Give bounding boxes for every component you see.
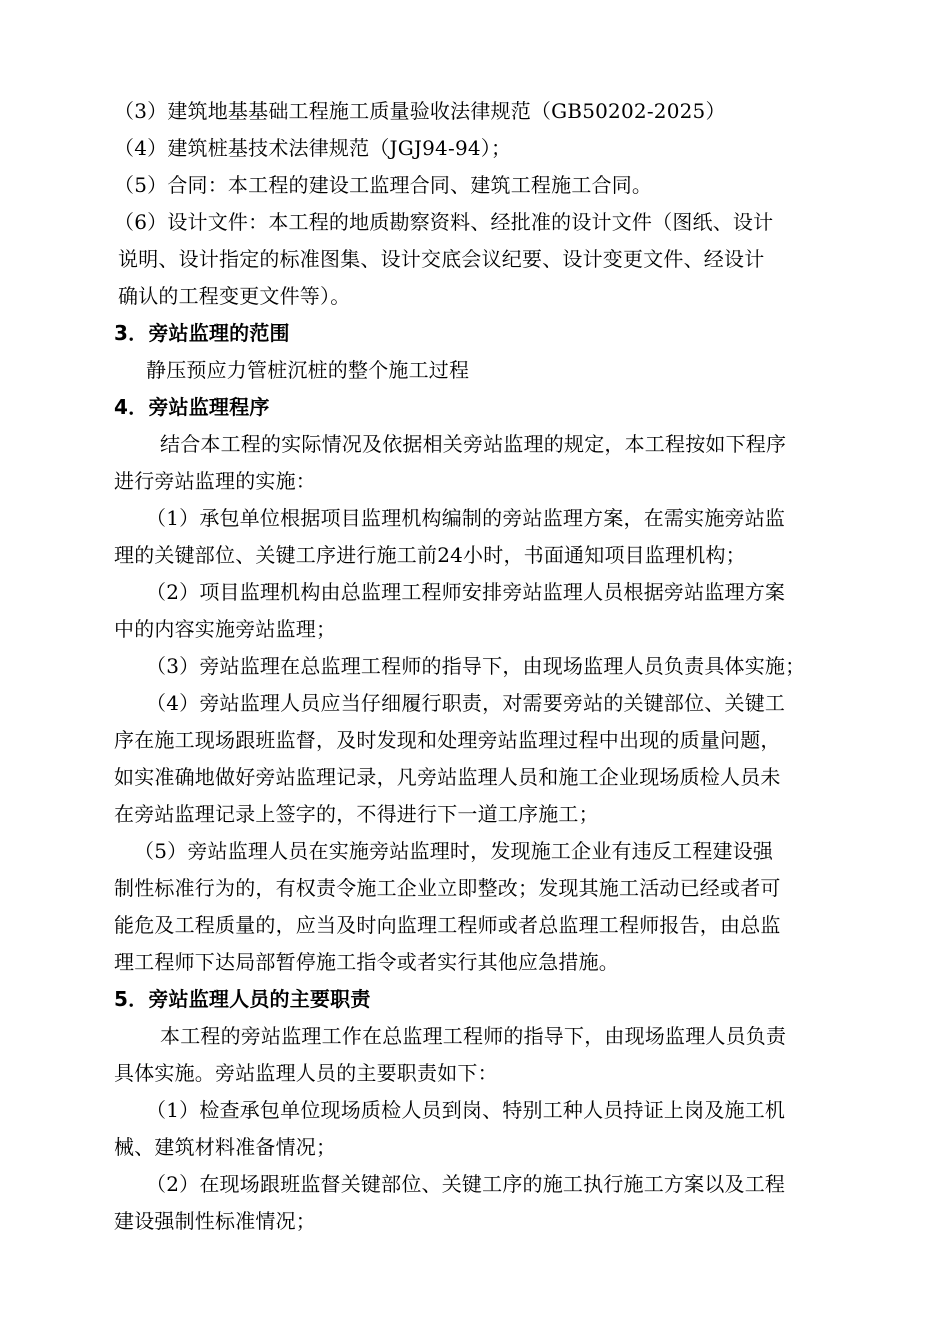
- duty-1-line-2: 械、建筑材料准备情况；: [114, 1135, 337, 1159]
- procedure-5-line-1: （5）旁站监理人员在实施旁站监理时，发现施工企业有违反工程建设强: [134, 839, 774, 863]
- procedure-1-line-2: 理的关键部位、关键工序进行施工前24小时，书面通知项目监理机构；: [114, 543, 746, 567]
- clause-6-line-1: （6）设计文件：本工程的地质勘察资料、经批准的设计文件（图纸、设计: [114, 210, 774, 234]
- duty-1-line-1: （1）检查承包单位现场质检人员到岗、特别工种人员持证上岗及施工机: [146, 1098, 786, 1122]
- clause-4-line: （4）建筑桩基技术法律规范（JGJ94-94）；: [114, 136, 512, 160]
- procedure-4-line-1: （4）旁站监理人员应当仔细履行职责，对需要旁站的关键部位、关键工: [146, 691, 786, 715]
- clause-5-line: （5）合同：本工程的建设工监理合同、建筑工程施工合同。: [114, 173, 653, 197]
- duty-2-line-2: 建设强制性标准情况；: [114, 1209, 316, 1233]
- section-4-intro-line-1: 结合本工程的实际情况及依据相关旁站监理的规定，本工程按如下程序: [160, 432, 787, 456]
- procedure-5-line-2: 制性标准行为的，有权责令施工企业立即整改；发现其施工活动已经或者可: [114, 876, 781, 900]
- procedure-5-line-4: 理工程师下达局部暂停施工指令或者实行其他应急措施。: [114, 950, 619, 974]
- procedure-4-line-3: 如实准确地做好旁站监理记录，凡旁站监理人员和施工企业现场质检人员未: [114, 765, 781, 789]
- procedure-4-line-4: 在旁站监理记录上签字的，不得进行下一道工序施工；: [114, 802, 599, 826]
- clause-6-line-2: 说明、设计指定的标准图集、设计交底会议纪要、设计变更文件、经设计: [118, 247, 765, 271]
- section-4-intro-line-2: 进行旁站监理的实施：: [114, 469, 316, 493]
- section-3-body: 静压预应力管桩沉桩的整个施工过程: [146, 358, 470, 382]
- procedure-2-line-2: 中的内容实施旁站监理；: [114, 617, 337, 641]
- section-5-intro-line-1: 本工程的旁站监理工作在总监理工程师的指导下，由现场监理人员负责: [160, 1024, 787, 1048]
- duty-2-line-1: （2）在现场跟班监督关键部位、关键工序的施工执行施工方案以及工程: [146, 1172, 786, 1196]
- section-5-heading: 5．旁站监理人员的主要职责: [114, 987, 371, 1011]
- clause-6-line-3: 确认的工程变更文件等）。: [118, 284, 351, 308]
- section-3-heading: 3．旁站监理的范围: [114, 321, 290, 345]
- procedure-5-line-3: 能危及工程质量的，应当及时向监理工程师或者总监理工程师报告，由总监: [114, 913, 781, 937]
- procedure-3-line: （3）旁站监理在总监理工程师的指导下，由现场监理人员负责具体实施；: [146, 654, 806, 678]
- procedure-1-line-1: （1）承包单位根据项目监理机构编制的旁站监理方案，在需实施旁站监: [146, 506, 786, 530]
- clause-3-line: （3）建筑地基基础工程施工质量验收法律规范（GB50202-2025）: [114, 99, 726, 123]
- section-4-heading: 4．旁站监理程序: [114, 395, 270, 419]
- procedure-2-line-1: （2）项目监理机构由总监理工程师安排旁站监理人员根据旁站监理方案: [146, 580, 786, 604]
- section-5-intro-line-2: 具体实施。旁站监理人员的主要职责如下：: [114, 1061, 498, 1085]
- procedure-4-line-2: 序在施工现场跟班监督，及时发现和处理旁站监理过程中出现的质量问题，: [114, 728, 781, 752]
